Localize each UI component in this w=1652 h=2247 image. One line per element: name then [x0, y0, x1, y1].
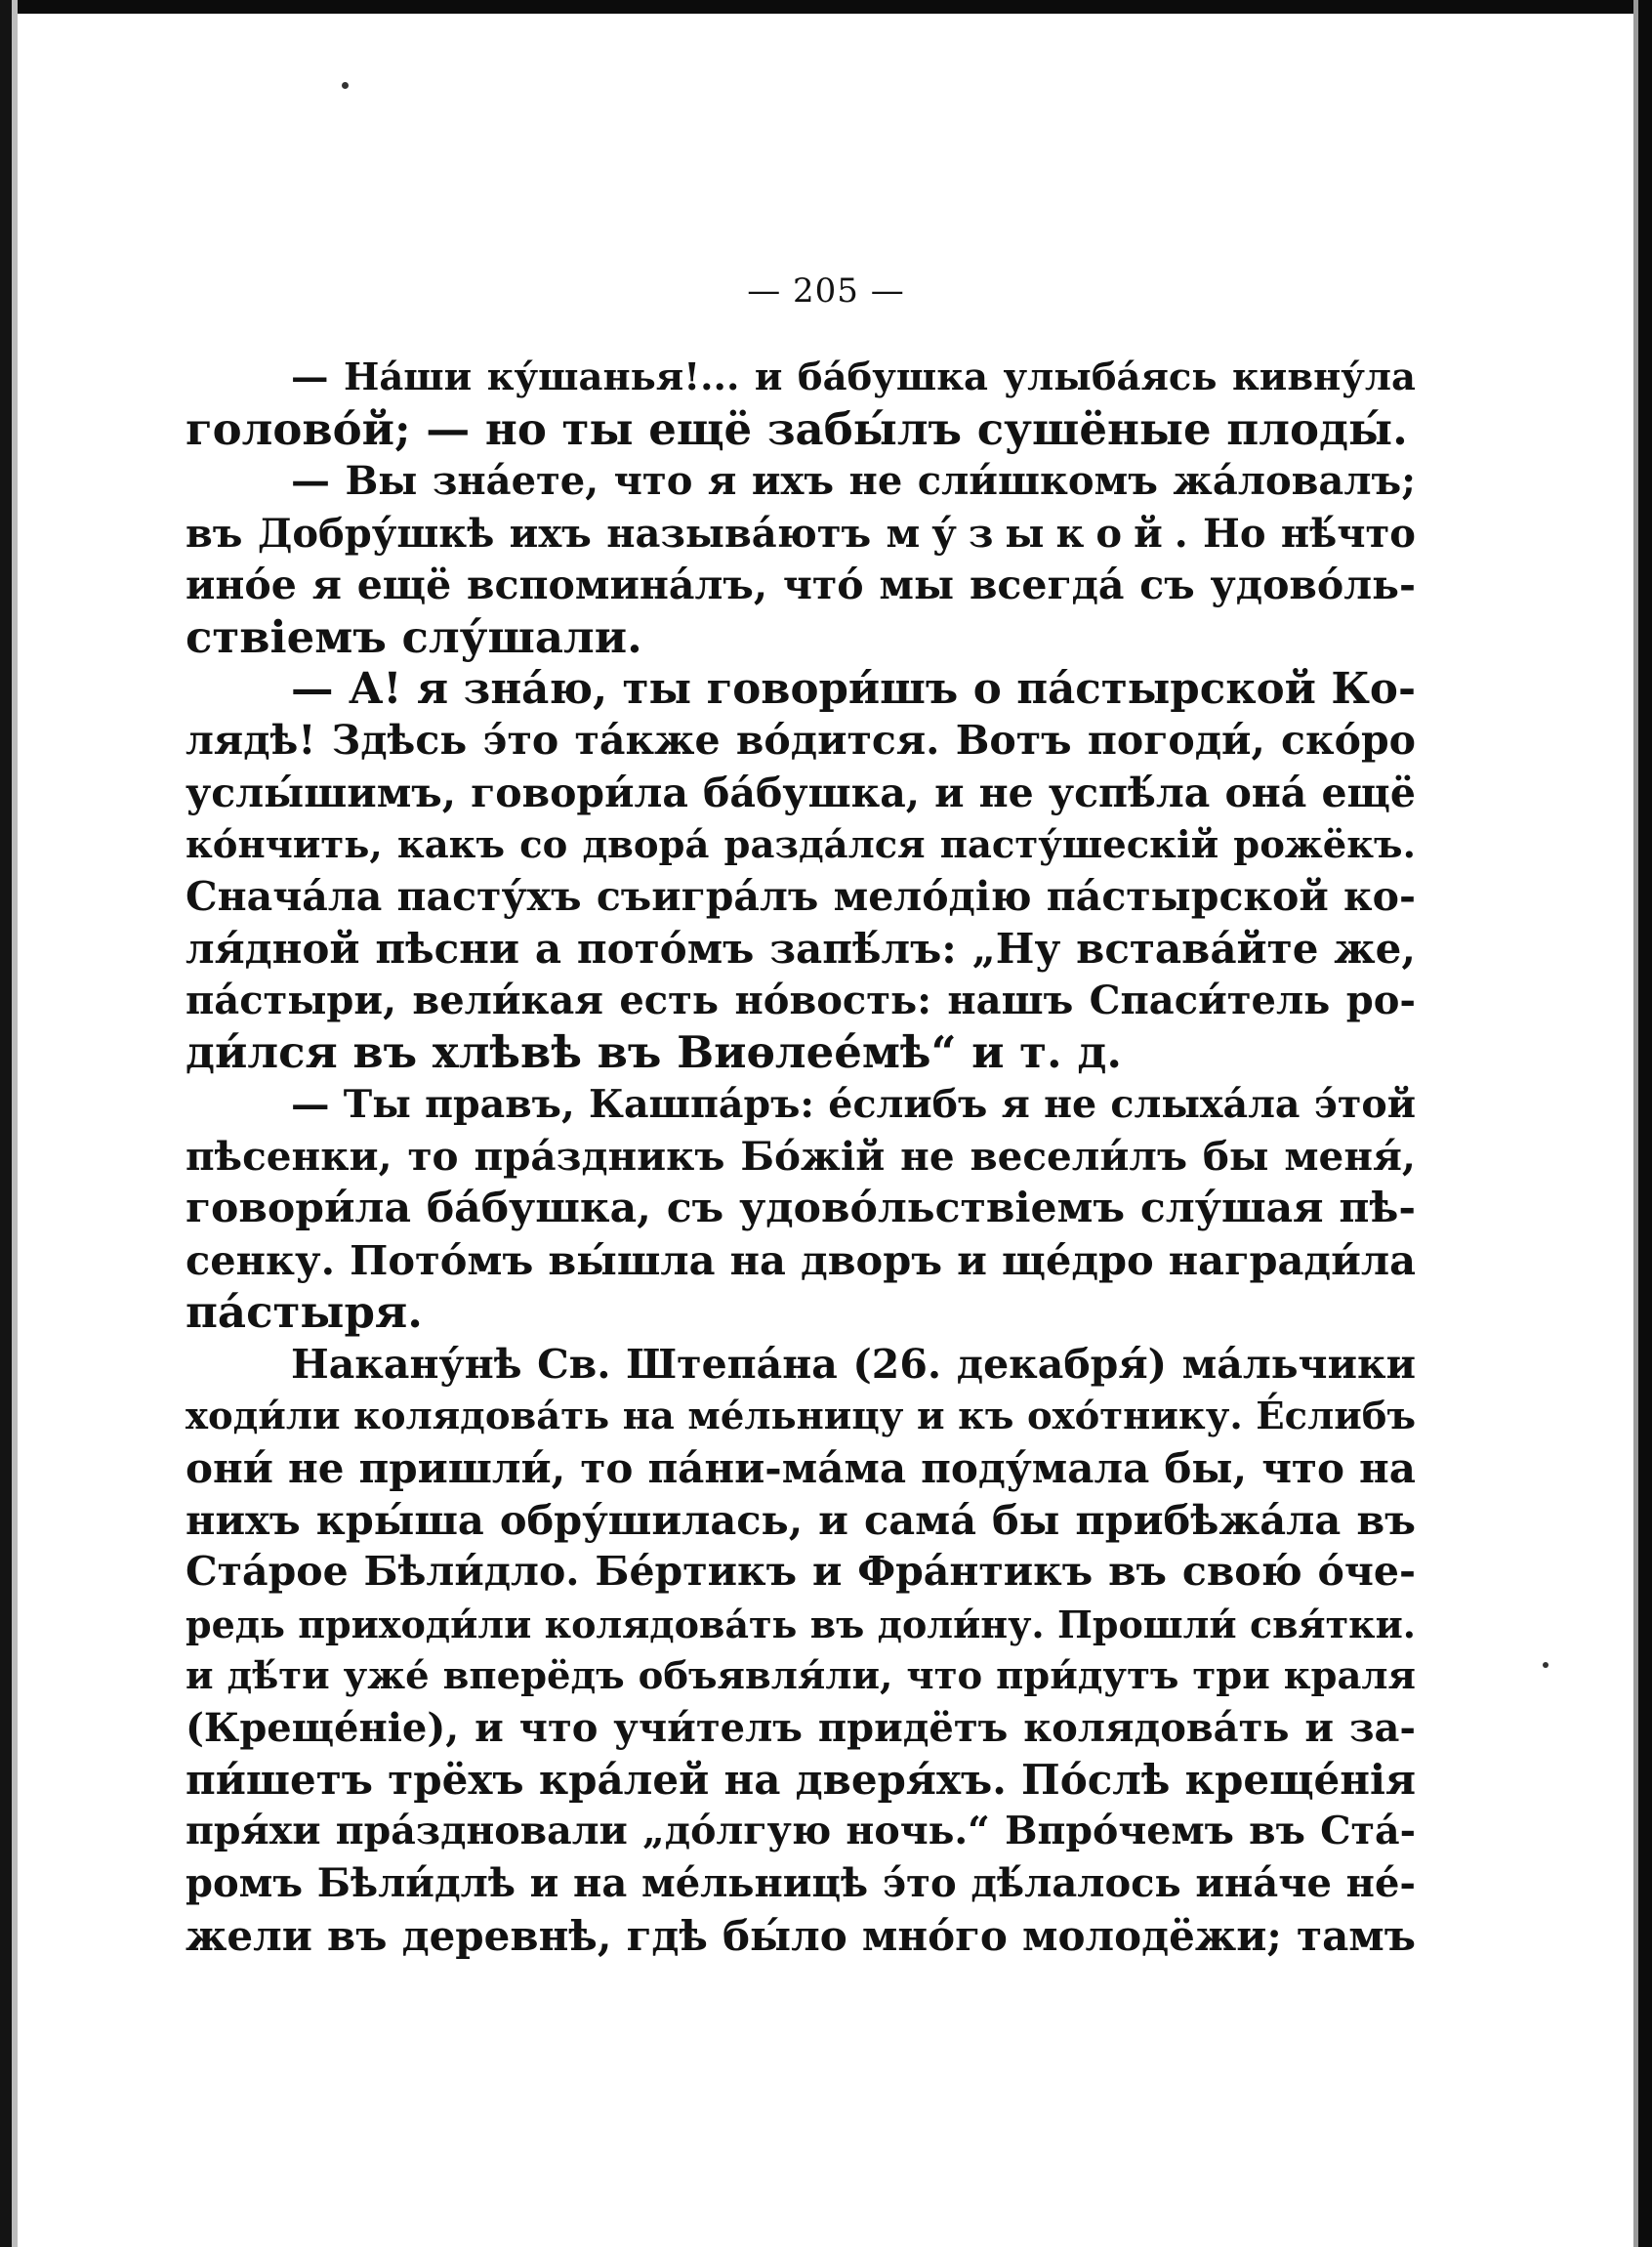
text-line: ромъ Бѣли́длѣ и на ме́льницѣ э́то дѣ́лалось ина́че не́- [186, 1860, 1416, 1907]
text-line: говори́ла ба́бушка, съ удово́льствіемъ слу́шая пѣ- [186, 1184, 1416, 1232]
scan-border-top [0, 0, 1652, 14]
text-line: ходи́ли колядова́ть на ме́льницу и къ охо́тнику. Е́слибъ [186, 1394, 1416, 1438]
text-line: жели въ деревнѣ, гдѣ бы́ло мно́го молодёжи; тамъ [186, 1911, 1416, 1960]
text-line: редь приходи́ли колядова́ть въ доли́ну. Прошли́ свя́тки. [186, 1602, 1416, 1646]
scan-speck [1543, 1662, 1549, 1668]
text-line: услы́шимъ, говори́ла ба́бушка, и не успѣ́ла она́ ещё [186, 769, 1416, 816]
text-line: ствіемъ слу́шали. [186, 610, 642, 663]
text-line: — А! я зна́ю, ты говори́шъ о па́стырской Ко- [291, 664, 1416, 715]
body-text [186, 352, 1416, 1962]
text-line [186, 508, 1416, 560]
text-line: пѣсенки, то пра́здникъ Бо́жій не весели́лъ бы меня́, [186, 1132, 1416, 1180]
scan-border-left [0, 0, 12, 2247]
scan-border-left-shadow [12, 0, 18, 2247]
text-line: (Креще́ніе), и что учи́телъ придётъ колядова́ть и за- [186, 1704, 1416, 1751]
emphasized-word: му́зыкой [886, 510, 1175, 557]
text-line: ино́е я ещё вспомина́лъ, что́ мы всегда́ съ удово́ль- [186, 561, 1416, 608]
text-line: Снача́ла пасту́хъ съигра́лъ мело́дію па́стырской ко- [186, 872, 1416, 920]
text-line: Накану́нѣ Св. Штепа́на (26. декабря́) ма́льчики [291, 1340, 1416, 1388]
text-line: они́ не пришли́, то па́ни-ма́ма поду́мала бы, что на [186, 1443, 1416, 1492]
text-line: — Ты правъ, Кашпа́ръ: е́слибъ я не слыха́ла э́той [291, 1081, 1416, 1127]
scan-border-right-shadow [1633, 0, 1638, 2247]
text-line: сенку. Пото́мъ вы́шла на дворъ и ще́дро награди́ла [186, 1236, 1416, 1285]
text-line: и дѣ́ти уже́ вперёдъ объявля́ли, что при́дутъ три краля [186, 1653, 1416, 1698]
text-line: Ста́рое Бѣли́дло. Бе́ртикъ и Фра́нтикъ въ свою́ о́че- [186, 1548, 1416, 1596]
text-line: голово́й; — но ты ещё забы́лъ сушёные плоды́. [186, 403, 1408, 456]
text-line: ля́дной пѣсни а пото́мъ запѣ́лъ: „Ну встава́йте же, [186, 925, 1416, 974]
scan-speck [342, 82, 349, 89]
text-line: па́стыри, вели́кая есть но́вость: нашъ Спаси́тель ро- [186, 978, 1416, 1024]
text-line: па́стыря. [186, 1286, 423, 1339]
page-number: — 205 — [747, 271, 905, 311]
text-line: нихъ кры́ша обру́шилась, и сама́ бы прибѣжа́ла въ [186, 1496, 1416, 1545]
scan-border-right [1638, 0, 1652, 2247]
text-line: — Вы зна́ете, что я ихъ не сли́шкомъ жа́ловалъ; [291, 458, 1416, 505]
text-line: ди́лся въ хлѣвѣ въ Виѳлее́мѣ“ и т. д. [186, 1026, 1123, 1079]
text-line: ко́нчить, какъ со двора́ разда́лся пасту́шескій рожёкъ. [186, 822, 1416, 867]
text-line: — На́ши ку́шанья!... и ба́бушка улыба́ясь кивну́ла [291, 355, 1416, 399]
text-line: пря́хи пра́здновали „до́лгую ночь.“ Впро́чемъ въ Ста́- [186, 1809, 1416, 1854]
text-fragment: . Но нѣ́что [1174, 510, 1416, 557]
text-fragment: въ Добру́шкѣ ихъ называ́ютъ [186, 510, 872, 557]
text-line: лядѣ! Здѣсь э́то та́кже во́дится. Вотъ погоди́, ско́ро [186, 717, 1416, 765]
text-line: пи́шетъ трёхъ кра́лей на дверя́хъ. По́слѣ креще́нія [186, 1756, 1416, 1805]
